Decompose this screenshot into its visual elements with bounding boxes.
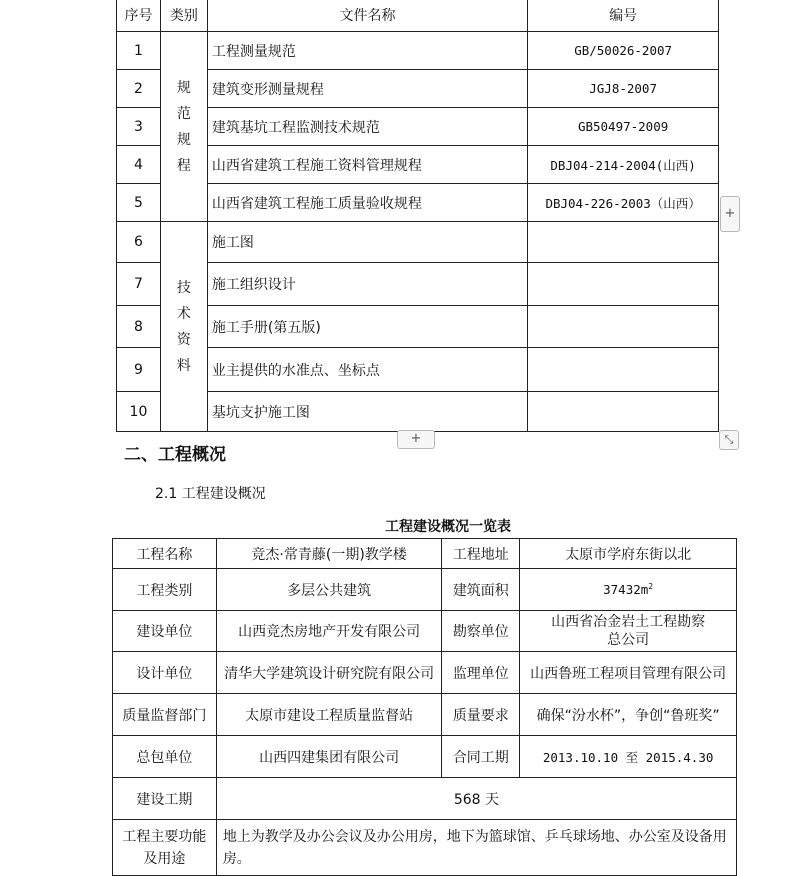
- project-overview-table: [112, 538, 737, 876]
- survey-line-2: 总公司: [607, 632, 650, 648]
- survey-label: 勘察单位: [442, 611, 520, 652]
- table-row: [117, 184, 719, 222]
- category-char: 术: [176, 305, 191, 322]
- row-name: 业主提供的水准点、坐标点: [207, 348, 527, 392]
- table-row: [117, 263, 719, 306]
- row-seq: 2: [117, 70, 161, 108]
- table-caption: 工程建设概况一览表: [385, 519, 511, 535]
- table-row: [117, 32, 719, 70]
- table-row: [113, 820, 737, 876]
- reference-documents-table: [116, 0, 719, 432]
- project-name-label: 工程名称: [113, 539, 217, 569]
- usage-label: [113, 820, 217, 876]
- row-code: [528, 263, 719, 306]
- usage-label-line-2: 及用途: [143, 850, 186, 867]
- subsection-title: 2.1 工程建设概况: [155, 486, 266, 502]
- type-value: 多层公共建筑: [216, 569, 442, 611]
- row-seq: 3: [117, 108, 161, 146]
- row-seq: 8: [117, 306, 161, 348]
- address-label: 工程地址: [442, 539, 520, 569]
- supervisor-value: 山西鲁班工程项目管理有限公司: [520, 652, 737, 694]
- category-technical: [160, 222, 207, 432]
- builder-label: 建设单位: [113, 611, 217, 652]
- row-name: 施工组织设计: [207, 263, 527, 306]
- table-row: [117, 392, 719, 432]
- quality-req-value: 确保“汾水杯”，争创“鲁班奖”: [520, 694, 737, 736]
- table-row: [113, 652, 737, 694]
- contractor-label: 总包单位: [113, 736, 217, 778]
- header-name: 文件名称: [207, 0, 527, 32]
- row-seq: 10: [117, 392, 161, 432]
- category-char: 规: [176, 79, 191, 96]
- row-code: [528, 222, 719, 263]
- quality-dept-value: 太原市建设工程质量监督站: [216, 694, 442, 736]
- row-name: 山西省建筑工程施工质量验收规程: [207, 184, 527, 222]
- row-name: 建筑变形测量规程: [207, 70, 527, 108]
- survey-line-1: 山西省冶金岩土工程勘察: [551, 614, 706, 630]
- duration-value: 568 天: [216, 778, 736, 820]
- row-name: 基坑支护施工图: [207, 392, 527, 432]
- table-resize-handle[interactable]: ⤡: [719, 430, 739, 450]
- row-name: 施工图: [207, 222, 527, 263]
- area-number: 37432m: [603, 582, 649, 598]
- row-code: [528, 392, 719, 432]
- category-char: 资: [176, 331, 191, 348]
- quality-dept-label: 质量监督部门: [113, 694, 217, 736]
- table-row: [113, 736, 737, 778]
- section-title: 二、工程概况: [124, 445, 226, 465]
- row-seq: 5: [117, 184, 161, 222]
- table-row: [117, 222, 719, 263]
- row-seq: 6: [117, 222, 161, 263]
- row-name: 建筑基坑工程监测技术规范: [207, 108, 527, 146]
- designer-label: 设计单位: [113, 652, 217, 694]
- project-name-value: 竞杰·常青藤(一期)教学楼: [216, 539, 442, 569]
- usage-label-line-1: 工程主要功能: [122, 828, 207, 845]
- contract-period-label: 合同工期: [442, 736, 520, 778]
- header-seq: 序号: [117, 0, 161, 32]
- row-code: [528, 348, 719, 392]
- category-char: 规: [176, 131, 191, 148]
- category-char: 技: [176, 279, 191, 296]
- row-seq: 1: [117, 32, 161, 70]
- contractor-value: 山西四建集团有限公司: [216, 736, 442, 778]
- category-char: 料: [176, 357, 191, 374]
- row-seq: 7: [117, 263, 161, 306]
- table-row: [117, 306, 719, 348]
- row-code: DBJ04-214-2004(山西): [528, 146, 719, 184]
- row-name: 山西省建筑工程施工资料管理规程: [207, 146, 527, 184]
- row-seq: 9: [117, 348, 161, 392]
- table-row: [117, 146, 719, 184]
- row-code: JGJ8-2007: [528, 70, 719, 108]
- usage-value: 地上为教学及办公会议及办公用房，地下为篮球馆、乒乓球场地、办公室及设备用房。: [216, 820, 736, 876]
- builder-value: 山西竞杰房地产开发有限公司: [216, 611, 442, 652]
- row-name: 施工手册(第五版): [207, 306, 527, 348]
- category-char: 程: [176, 157, 191, 174]
- row-code: DBJ04-226-2003（山西）: [528, 184, 719, 222]
- table-row: [113, 694, 737, 736]
- supervisor-label: 监理单位: [442, 652, 520, 694]
- category-char: 范: [176, 105, 191, 122]
- row-name: 工程测量规范: [207, 32, 527, 70]
- row-code: GB50497-2009: [528, 108, 719, 146]
- address-value: 太原市学府东街以北: [520, 539, 737, 569]
- row-code: [528, 306, 719, 348]
- contract-period-value: 2013.10.10 至 2015.4.30: [520, 736, 737, 778]
- add-column-button[interactable]: +: [397, 430, 435, 449]
- row-seq: 4: [117, 146, 161, 184]
- table-row: [117, 348, 719, 392]
- designer-value: 清华大学建筑设计研究院有限公司: [216, 652, 442, 694]
- survey-value: [520, 611, 737, 652]
- table-row: [113, 539, 737, 569]
- type-label: 工程类别: [113, 569, 217, 611]
- table-row: [113, 569, 737, 611]
- header-code: 编号: [528, 0, 719, 32]
- table-row: [117, 108, 719, 146]
- area-label: 建筑面积: [442, 569, 520, 611]
- table-row: [113, 778, 737, 820]
- category-standards: [160, 32, 207, 222]
- add-row-button[interactable]: +: [720, 196, 740, 232]
- area-value: [520, 569, 737, 611]
- duration-label: 建设工期: [113, 778, 217, 820]
- header-category: 类别: [160, 0, 207, 32]
- quality-req-label: 质量要求: [442, 694, 520, 736]
- table-row: [113, 611, 737, 652]
- table-row: [117, 70, 719, 108]
- row-code: GB/50026-2007: [528, 32, 719, 70]
- area-unit-superscript: 2: [648, 581, 654, 591]
- table-header-row: [117, 0, 719, 32]
